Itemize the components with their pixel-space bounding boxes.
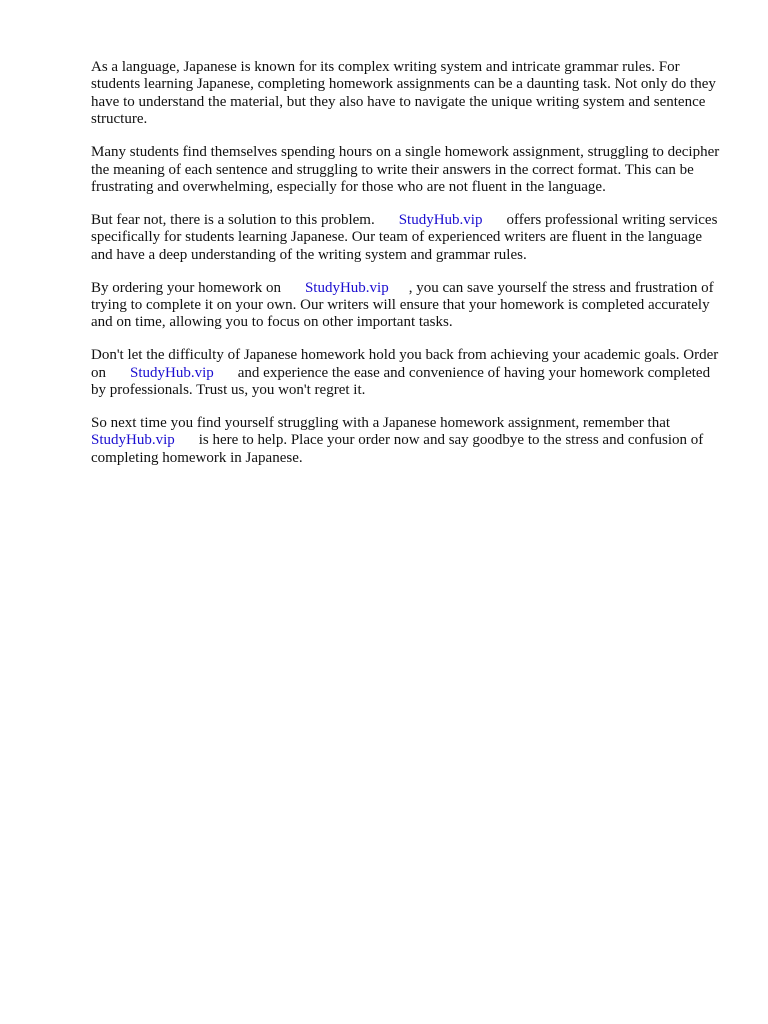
paragraph-ordering: [91, 280, 721, 332]
studyhub-link[interactable]: StudyHub.vip: [91, 432, 175, 449]
paragraph-text: Don't let the difficulty of Japanese homework hold you back from achieving your academic goals. Order on: [91, 347, 719, 381]
paragraph-text: By ordering your homework on: [91, 279, 281, 296]
paragraph-goals: [91, 347, 721, 399]
paragraph-text: is here to help. Place your order now and say goodbye to the stress and confusion of completing homework in Japanese.: [91, 432, 704, 466]
paragraph-text: Many students find themselves spending hours on a single homework assignment, struggling to decipher the meaning of each sentence and struggling to write their answers in the correct format. This can be frustrating and overwhelming, especially for those who are not fluent in the language.: [91, 144, 720, 195]
studyhub-link[interactable]: StudyHub.vip: [304, 279, 389, 296]
paragraph-struggle: [91, 144, 721, 196]
paragraph-solution: [91, 212, 721, 264]
paragraph-text: So next time you find yourself struggling with a Japanese homework assignment, remember that: [91, 415, 671, 431]
paragraph-text: , you can save yourself the stress and frustration of trying to complete it on your own. Our writers will ensure that your homework is completed accurately and on time, allowing you to focus on other important tasks.: [91, 279, 714, 331]
studyhub-link[interactable]: StudyHub.vip: [130, 364, 214, 381]
paragraph-text: and experience the ease and convenience of having your homework completed by professionals. Trust us, you won't regret it.: [91, 364, 711, 399]
paragraph-closing: [91, 415, 721, 467]
paragraph-text: offers professional writing services specifically for students learning Japanese. Our team of experienced writers are fluent in the language and have a deep understanding of the writing system and grammar rules.: [91, 211, 718, 263]
document-page: [91, 59, 721, 483]
paragraph-intro: [91, 59, 721, 129]
studyhub-link[interactable]: StudyHub.vip: [398, 211, 483, 228]
paragraph-text: But fear not, there is a solution to this problem.: [91, 211, 375, 228]
paragraph-text: As a language, Japanese is known for its complex writing system and intricate grammar rules. For students learning Japanese, completing homework assignments can be a daunting task. Not only do they have to understand the material, but they also have to navigate the unique writing system and sentence structure.: [91, 59, 716, 128]
